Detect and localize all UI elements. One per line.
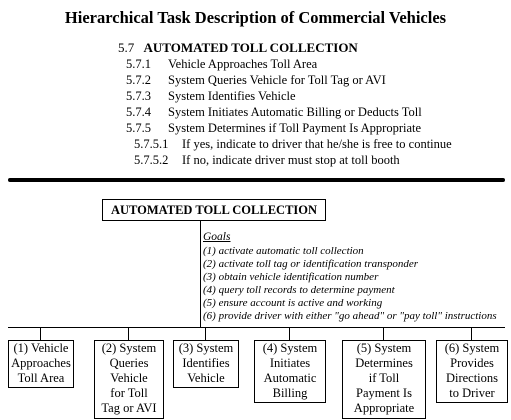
subtask-line: Vehicle (110, 371, 148, 385)
outline-item (126, 73, 386, 88)
outline-item-number: 5.7.3 (126, 89, 151, 103)
outline-item-text: If yes, indicate to driver that he/she is free to continue (182, 137, 452, 151)
outline-item-number: 5.7.5.1 (134, 137, 169, 151)
subtask-line: Vehicle (187, 371, 225, 385)
outline-item-number: 5.7.2 (126, 73, 151, 87)
goal-item: (5) ensure account is active and working (203, 297, 383, 309)
subtask-box-system-provides-directions (436, 340, 508, 403)
section-divider (8, 178, 505, 182)
outline-item-number: 5.7.4 (126, 105, 151, 119)
subtask-box-system-initiates-billing (254, 340, 326, 403)
subtask-line: Automatic (263, 371, 317, 385)
subtask-line: Tag or AVI (101, 401, 157, 415)
branch-drop (128, 327, 129, 340)
outline-item-text: System Initiates Automatic Billing or Deducts Toll (168, 105, 422, 119)
subtask-line: (6) System (444, 341, 500, 355)
outline-item (126, 89, 296, 104)
subtask-line: Billing (272, 386, 308, 400)
goal-item: (2) activate toll tag or identification transponder (203, 258, 419, 270)
subtask-box-system-queries (94, 340, 164, 419)
section-title: AUTOMATED TOLL COLLECTION (143, 40, 358, 55)
subtask-line: Determines (355, 356, 413, 370)
subtask-line: Appropriate (353, 401, 415, 415)
subtask-box-system-determines (342, 340, 426, 419)
goal-item: (6) provide driver with either "go ahead" or "pay toll" instructions (203, 310, 497, 322)
outline-item-text: System Determines if Toll Payment Is Appropriate (168, 121, 422, 135)
outline-item (126, 105, 422, 120)
page-title: Hierarchical Task Description of Commercial Vehicles (64, 8, 447, 27)
outline-item-text: System Queries Vehicle for Toll Tag or AVI (168, 73, 386, 87)
subtask-line: (4) System (262, 341, 318, 355)
subtask-box-system-identifies (173, 340, 239, 388)
branch-connector (8, 327, 505, 328)
branch-drop (40, 327, 41, 340)
outline-item (134, 137, 452, 152)
subtask-line: Identifies (182, 356, 230, 370)
section-number: 5.7 (118, 40, 135, 55)
outline-item-text: If no, indicate driver must stop at toll booth (182, 153, 400, 167)
subtask-line: to Driver (449, 386, 495, 400)
goal-item: (4) query toll records to determine payment (203, 284, 395, 296)
goal-item: (1) activate automatic toll collection (203, 245, 364, 257)
subtask-line: if Toll (368, 371, 400, 385)
subtask-line: (5) System (356, 341, 412, 355)
branch-drop (289, 327, 290, 340)
subtask-line: Toll Area (17, 371, 65, 385)
subtask-line: Approaches (11, 356, 71, 370)
subtask-line: Provides (450, 356, 494, 370)
subtask-line: Directions (445, 371, 499, 385)
subtask-line: (3) System (178, 341, 234, 355)
branch-drop (205, 327, 206, 340)
subtask-line: Queries (109, 356, 149, 370)
subtask-line: (1) Vehicle (13, 341, 69, 355)
subtask-line: Payment Is (356, 386, 412, 400)
subtask-box-vehicle-approaches (8, 340, 74, 388)
outline-item (126, 57, 317, 72)
outline-item-number: 5.7.5 (126, 121, 151, 135)
top-task-box: AUTOMATED TOLL COLLECTION (102, 199, 326, 221)
subtask-line: Initiates (269, 356, 311, 370)
branch-drop (471, 327, 472, 340)
outline-item-number: 5.7.5.2 (134, 153, 169, 167)
outline-item-text: Vehicle Approaches Toll Area (168, 57, 318, 71)
subtask-line: for Toll (110, 386, 148, 400)
outline-item-number: 5.7.1 (126, 57, 151, 71)
section-heading (118, 40, 358, 56)
goals-heading: Goals (203, 231, 231, 243)
goal-item: (3) obtain vehicle identification number (203, 271, 379, 283)
subtask-line: (2) System (101, 341, 157, 355)
trunk-connector (200, 221, 201, 328)
outline-item-text: System Identifies Vehicle (168, 89, 296, 103)
outline-item (134, 153, 400, 168)
branch-drop (383, 327, 384, 340)
outline-item (126, 121, 421, 136)
